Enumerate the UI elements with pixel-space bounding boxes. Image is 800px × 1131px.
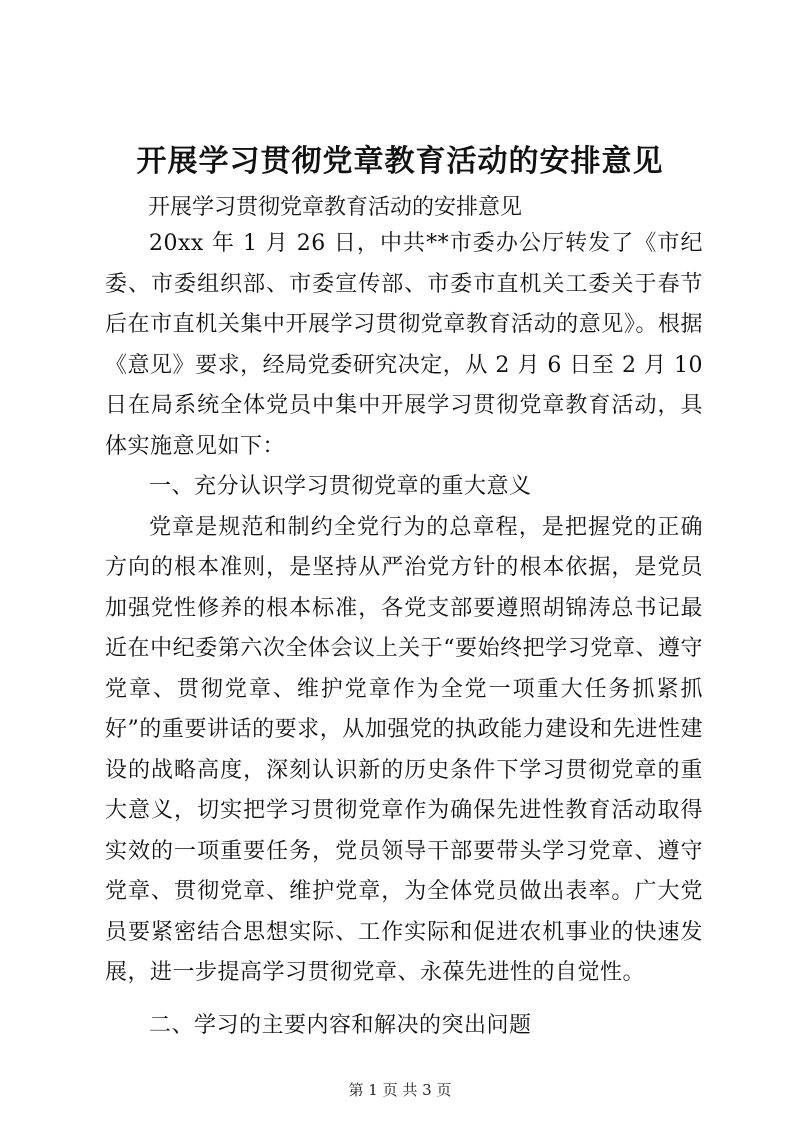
page-number-footer: 第 1 页 共 3 页 [348,1081,452,1099]
paragraph-intro: 20xx 年 1 月 26 日，中共**市委办公厅转发了《市纪委、市委组织部、市委宣传部、市委市直机关工委关于春节后在市直机关集中开展学习贯彻党章教育活动的意见》。根据《意见》要求，经局党委研究决定，从 2 月 6 日至 2 月 10 日在局系统全体党员中集中开展学习贯彻党章教育活动，具体实施意见如下： [105,231,703,459]
document-title: 开展学习贯彻党章教育活动的安排意见 [136,144,664,179]
section-heading-1: 一、充分认识学习贯彻党章的重大意义 [149,474,532,499]
section-heading-2: 二、学习的主要内容和解决的突出问题 [149,1012,532,1038]
paragraph-significance: 党章是规范和制约全党行为的总章程，是把握党的正确方向的根本准则，是坚持从严治党方针的根本依据，是党员加强党性修养的根本标准，各党支部要遵照胡锦涛总书记最近在中纪委第六次全体会议上关于“要始终把学习党章、遵守党章、贯彻党章、维护党章作为全党一项重大任务抓紧抓好”的重要讲话的要求，从加强党的执政能力建设和先进性建设的战略高度，深刻认识新的历史条件下学习贯彻党章的重大意义，切实把学习贯彻党章作为确保先进性教育活动取得实效的一项重要任务，党员领导干部要带头学习党章、遵守党章、贯彻党章、维护党章，为全体党员做出表率。广大党员要紧密结合思想实际、工作实际和促进农机事业的快速发展，进一步提高学习贯彻党章、永葆先进性的自觉性。 [105,514,703,985]
document-body [105,224,703,1046]
document-subtitle: 开展学习贯彻党章教育活动的安排意见 [148,195,523,220]
